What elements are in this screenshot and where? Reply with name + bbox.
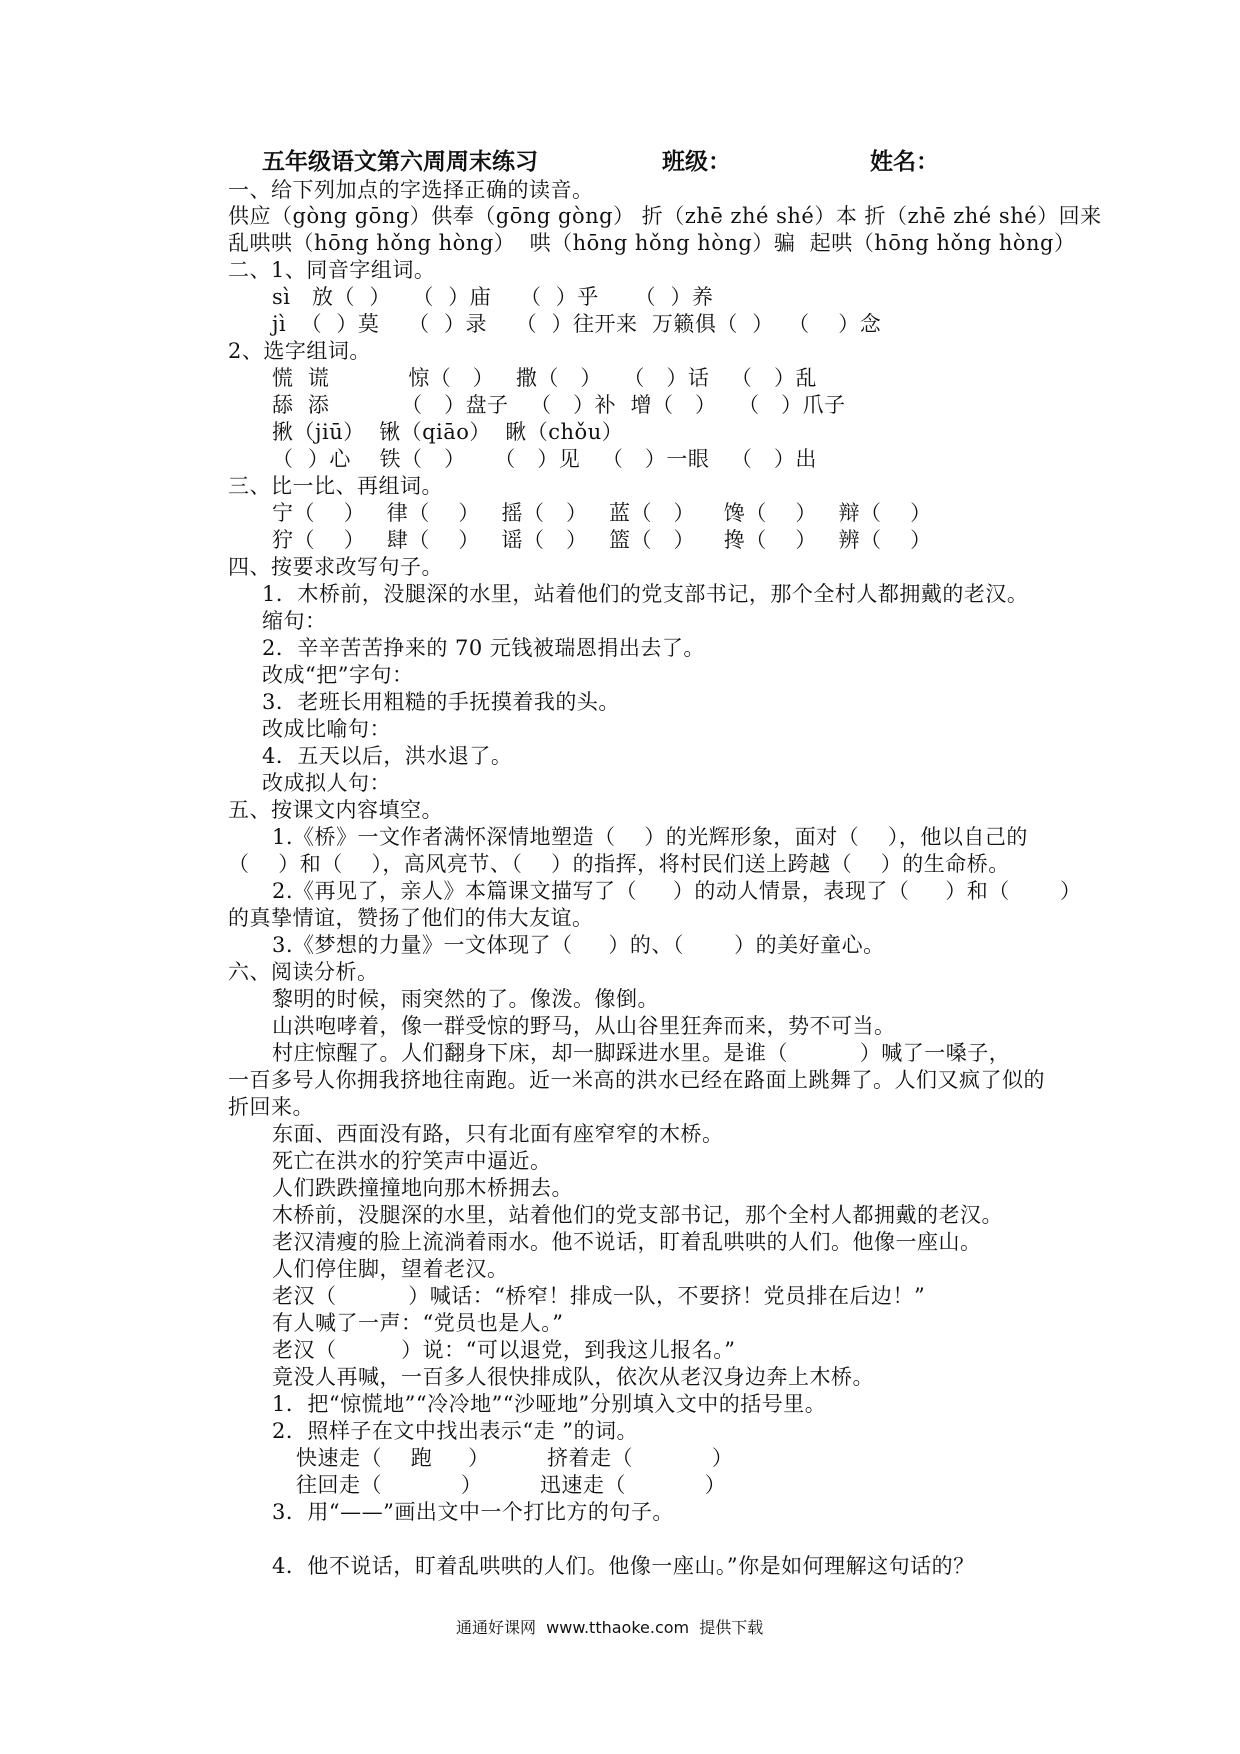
passage-p9: 人们停住脚，望着老汉。 [272, 1257, 509, 1281]
section2-ji-row: jì （ ）莫 （ ）录 （ ）往开来 万籁俱（ ） （ ）念 [272, 312, 882, 336]
section1-line2: 乱哄哄（hōng hǒng hòng） 哄（hōng hǒng hòng）骗 起哄（hōng hǒng hòng） [228, 231, 1076, 255]
section2-sub2-heading: 2、选字组词。 [228, 339, 371, 363]
passage-p3a: 村庄惊醒了。人们翻身下床，却一脚踩进水里。是谁（ ）喊了一嗓子， [272, 1041, 1011, 1065]
section1-line1: 供应（gòng gōng）供奉（gōng gòng） 折（zhē zhé shé）本 折（zhē zhé shé）回来 [228, 204, 1102, 228]
section4-q2: 2．辛辛苦苦挣来的 70 元钱被瑞恩捐出去了。 [262, 636, 705, 660]
passage-p11: 有人喊了一声：“党员也是人。” [272, 1311, 564, 1335]
name-label: 姓名： [870, 148, 939, 175]
reading-q2: 2．照样子在文中找出表示“走 ”的词。 [272, 1419, 639, 1443]
reading-q3: 3．用“——”画出文中一个打比方的句子。 [272, 1500, 674, 1524]
reading-q1: 1．把“惊慌地”“冷冷地”“沙哑地”分别填入文中的括号里。 [272, 1392, 827, 1416]
passage-p1: 黎明的时候，雨突然的了。像泼。像倒。 [272, 987, 659, 1011]
section3-row1: 宁（ ） 律（ ） 摇（ ） 蓝（ ） 馋（ ） 辩（ ） [272, 501, 932, 525]
section4-q1: 1．木桥前，没腿深的水里，站着他们的党支部书记，那个全村人都拥戴的老汉。 [262, 582, 1029, 606]
section5-q2-line1: 2.《再见了，亲人》本篇课文描写了（ ）的动人情景，表现了（ ）和（ ） [272, 879, 1082, 903]
section5-heading: 五、按课文内容填空。 [228, 798, 443, 822]
passage-p7: 木桥前，没腿深的水里，站着他们的党支部书记，那个全村人都拥戴的老汉。 [272, 1203, 1003, 1227]
section3-row2: 狞（ ） 肆（ ） 谣（ ） 篮（ ） 搀（ ） 辨（ ） [272, 528, 932, 552]
section4-q3: 3．老班长用粗糙的手抚摸着我的头。 [262, 690, 620, 714]
passage-p8: 老汉清瘦的脸上流淌着雨水。他不说话，盯着乱哄哄的人们。他像一座山。 [272, 1230, 982, 1254]
passage-p3c: 折回来。 [228, 1095, 314, 1119]
section2-row2: 舔 添 （ ）盘子 （ ）补 增（ ） （ ）爪子 [272, 393, 846, 417]
section5-q3-line1: 3.《梦想的力量》一文体现了（ ）的、（ ）的美好童心。 [272, 933, 885, 957]
section5-q1-line1: 1.《桥》一文作者满怀深情地塑造（ ）的光辉形象，面对（ ），他以自己的 [272, 825, 1028, 849]
passage-p3b: 一百多号人你拥我挤地往南跑。近一米高的洪水已经在路面上跳舞了。人们又疯了似的 [228, 1068, 1045, 1092]
reading-q2-row2: 往回走（ ） 迅速走（ ） [296, 1473, 727, 1497]
section2-heading: 二、1、同音字组词。 [228, 258, 436, 282]
section4-heading: 四、按要求改写句子。 [228, 555, 443, 579]
section4-q1-prompt: 缩句： [262, 609, 327, 633]
section2-si-row: sì 放（ ） （ ）庙 （ ）乎 （ ）养 [272, 285, 714, 309]
section2-row3: 揪（jiū） 锹（qiāo） 瞅（chǒu） [272, 420, 624, 444]
passage-p5: 死亡在洪水的狞笑声中逼近。 [272, 1149, 552, 1173]
section3-heading: 三、比一比、再组词。 [228, 474, 443, 498]
reading-q4: 4．他不说话，盯着乱哄哄的人们。他像一座山。”你是如何理解这句话的？ [272, 1554, 975, 1578]
class-label: 班级： [662, 148, 731, 175]
section4-q2-prompt: 改成“把”字句： [262, 663, 414, 687]
section2-row1: 慌 谎 惊（ ） 撒（ ） （ ）话 （ ）乱 [272, 366, 817, 390]
reading-q2-row1: 快速走（ 跑 ） 挤着走（ ） [296, 1446, 734, 1470]
passage-p6: 人们跌跌撞撞地向那木桥拥去。 [272, 1176, 573, 1200]
passage-p4: 东面、西面没有路，只有北面有座窄窄的木桥。 [272, 1122, 724, 1146]
passage-p10: 老汉（ ）喊话：“桥窄！排成一队，不要挤！党员排在后边！” [272, 1284, 926, 1308]
section5-q2-line2: 的真挚情谊，赞扬了他们的伟大友谊。 [228, 906, 594, 930]
section2-row4: （ ）心 铁（ ） （ ）见 （ ）一眼 （ ）出 [272, 447, 817, 471]
passage-p2: 山洪咆哮着，像一群受惊的野马，从山谷里狂奔而来，势不可当。 [272, 1014, 896, 1038]
page-title: 五年级语文第六周周末练习 [262, 148, 538, 175]
section5-q1-line2: （ ）和（ ），高风亮节、（ ）的指挥，将村民们送上跨越（ ）的生命桥。 [228, 852, 1010, 876]
section4-q3-prompt: 改成比喻句： [262, 717, 391, 741]
section1-heading: 一、给下列加点的字选择正确的读音。 [228, 178, 594, 202]
passage-p13: 竟没人再喊，一百多人很快排成队，依次从老汉身边奔上木桥。 [272, 1365, 874, 1389]
section4-q4: 4．五天以后，洪水退了。 [262, 744, 513, 768]
footer-source: 通通好课网 www.tthaoke.com 提供下载 [456, 1618, 764, 1637]
section4-q4-prompt: 改成拟人句： [262, 771, 391, 795]
section6-heading: 六、阅读分析。 [228, 960, 379, 984]
passage-p12: 老汉（ ）说：“可以退党，到我这儿报名。” [272, 1338, 736, 1362]
